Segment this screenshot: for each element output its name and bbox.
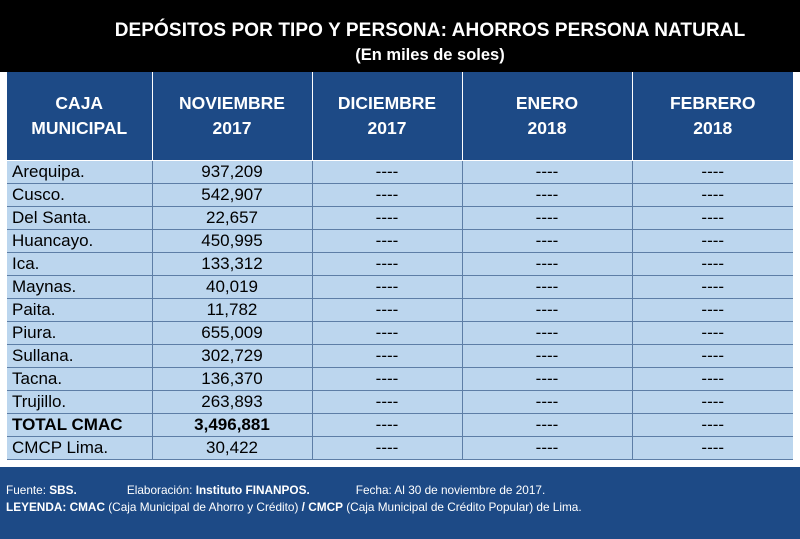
fecha-text: Fecha: Al 30 de noviembre de 2017.	[355, 483, 546, 497]
cell-caja: Tacna.	[7, 368, 152, 391]
report-title: DEPÓSITOS POR TIPO Y PERSONA: AHORROS PERSONA NATURAL	[114, 20, 746, 41]
title-bar	[0, 0, 800, 72]
cell-feb-2018: ----	[632, 414, 793, 437]
cell-nov-2017: 133,312	[152, 253, 312, 276]
cell-nov-2017: 542,907	[152, 184, 312, 207]
header-line: CAJA	[55, 93, 104, 113]
deposits-table	[7, 72, 793, 460]
cmcp-abbr: CMCP	[308, 500, 343, 514]
table-row	[7, 437, 793, 460]
cell-feb-2018: ----	[632, 322, 793, 345]
cell-dic-2017: ----	[312, 276, 462, 299]
cell-nov-2017: 450,995	[152, 230, 312, 253]
header-enero-2018	[462, 72, 632, 161]
cell-caja: Huancayo.	[7, 230, 152, 253]
cell-caja: Sullana.	[7, 345, 152, 368]
cell-dic-2017: ----	[312, 184, 462, 207]
table-row	[7, 368, 793, 391]
table-row	[7, 299, 793, 322]
header-line: 2017	[367, 118, 407, 138]
cmac-desc: (Caja Municipal de Ahorro y Crédito)	[104, 500, 302, 514]
cell-ene-2018: ----	[462, 322, 632, 345]
cell-caja: Piura.	[7, 322, 152, 345]
cell-ene-2018: ----	[462, 437, 632, 460]
cell-caja: CMCP Lima.	[7, 437, 152, 460]
cell-dic-2017: ----	[312, 322, 462, 345]
cell-feb-2018: ----	[632, 184, 793, 207]
cell-feb-2018: ----	[632, 368, 793, 391]
cell-dic-2017: ----	[312, 161, 462, 184]
cell-nov-2017: 302,729	[152, 345, 312, 368]
cell-caja-total: TOTAL CMAC	[7, 414, 152, 437]
cell-caja: Cusco.	[7, 184, 152, 207]
cmcp-desc: (Caja Municipal de Crédito Popular) de Lima.	[342, 500, 582, 514]
header-diciembre-2017	[312, 72, 462, 161]
table-row	[7, 391, 793, 414]
header-line: DICIEMBRE	[337, 93, 437, 113]
cmac-abbr: CMAC	[69, 500, 105, 514]
table-row	[7, 207, 793, 230]
cell-nov-2017: 30,422	[152, 437, 312, 460]
legend-separator: /	[301, 500, 309, 514]
cell-dic-2017: ----	[312, 299, 462, 322]
cell-caja: Paita.	[7, 299, 152, 322]
source-line	[6, 483, 545, 497]
cell-feb-2018: ----	[632, 391, 793, 414]
cell-feb-2018: ----	[632, 207, 793, 230]
cell-ene-2018: ----	[462, 184, 632, 207]
cell-caja: Del Santa.	[7, 207, 152, 230]
cell-dic-2017: ----	[312, 414, 462, 437]
header-line: 2018	[527, 118, 567, 138]
cell-nov-2017: 263,893	[152, 391, 312, 414]
cell-dic-2017: ----	[312, 391, 462, 414]
cell-nov-2017: 136,370	[152, 368, 312, 391]
cell-ene-2018: ----	[462, 230, 632, 253]
cell-ene-2018: ----	[462, 368, 632, 391]
cell-ene-2018: ----	[462, 345, 632, 368]
cell-ene-2018: ----	[462, 414, 632, 437]
leyenda-label: LEYENDA:	[6, 500, 70, 514]
cell-feb-2018: ----	[632, 299, 793, 322]
cell-dic-2017: ----	[312, 230, 462, 253]
cell-ene-2018: ----	[462, 207, 632, 230]
table-row	[7, 230, 793, 253]
cell-caja: Trujillo.	[7, 391, 152, 414]
header-line: MUNICIPAL	[31, 118, 128, 138]
elaboracion-label: Elaboración:	[126, 483, 196, 497]
footer-notes	[0, 467, 800, 539]
table-row	[7, 276, 793, 299]
cell-caja: Ica.	[7, 253, 152, 276]
table-row	[7, 345, 793, 368]
table-row	[7, 161, 793, 184]
fuente-value: SBS.	[49, 483, 77, 497]
cell-feb-2018: ----	[632, 345, 793, 368]
report-subtitle: (En miles de soles)	[355, 46, 505, 64]
cell-ene-2018: ----	[462, 299, 632, 322]
cell-feb-2018: ----	[632, 437, 793, 460]
cell-nov-2017: 11,782	[152, 299, 312, 322]
cell-ene-2018: ----	[462, 391, 632, 414]
cell-ene-2018: ----	[462, 276, 632, 299]
fuente-label: Fuente:	[6, 483, 50, 497]
cell-caja: Maynas.	[7, 276, 152, 299]
cell-dic-2017: ----	[312, 345, 462, 368]
legend-line	[6, 500, 582, 514]
header-line: FEBRERO	[669, 93, 756, 113]
cell-caja: Arequipa.	[7, 161, 152, 184]
table-header-row	[7, 72, 793, 161]
cell-feb-2018: ----	[632, 161, 793, 184]
cell-dic-2017: ----	[312, 207, 462, 230]
header-caja-municipal	[7, 72, 152, 161]
cell-nov-2017: 40,019	[152, 276, 312, 299]
header-line: 2018	[693, 118, 733, 138]
cell-dic-2017: ----	[312, 437, 462, 460]
cell-nov-2017: 22,657	[152, 207, 312, 230]
header-noviembre-2017	[152, 72, 312, 161]
cell-feb-2018: ----	[632, 230, 793, 253]
cell-feb-2018: ----	[632, 253, 793, 276]
header-line: 2017	[212, 118, 252, 138]
cell-ene-2018: ----	[462, 253, 632, 276]
cell-nov-2017-total: 3,496,881	[152, 414, 312, 437]
cell-dic-2017: ----	[312, 253, 462, 276]
table-row	[7, 184, 793, 207]
header-line: ENERO	[515, 93, 579, 113]
header-febrero-2018	[632, 72, 793, 161]
cell-nov-2017: 937,209	[152, 161, 312, 184]
table-row	[7, 322, 793, 345]
cell-nov-2017: 655,009	[152, 322, 312, 345]
header-line: NOVIEMBRE	[179, 93, 285, 113]
table-row	[7, 253, 793, 276]
cell-ene-2018: ----	[462, 161, 632, 184]
total-row	[7, 414, 793, 437]
cell-feb-2018: ----	[632, 276, 793, 299]
cell-dic-2017: ----	[312, 368, 462, 391]
elaboracion-value: Instituto FINANPOS.	[195, 483, 310, 497]
